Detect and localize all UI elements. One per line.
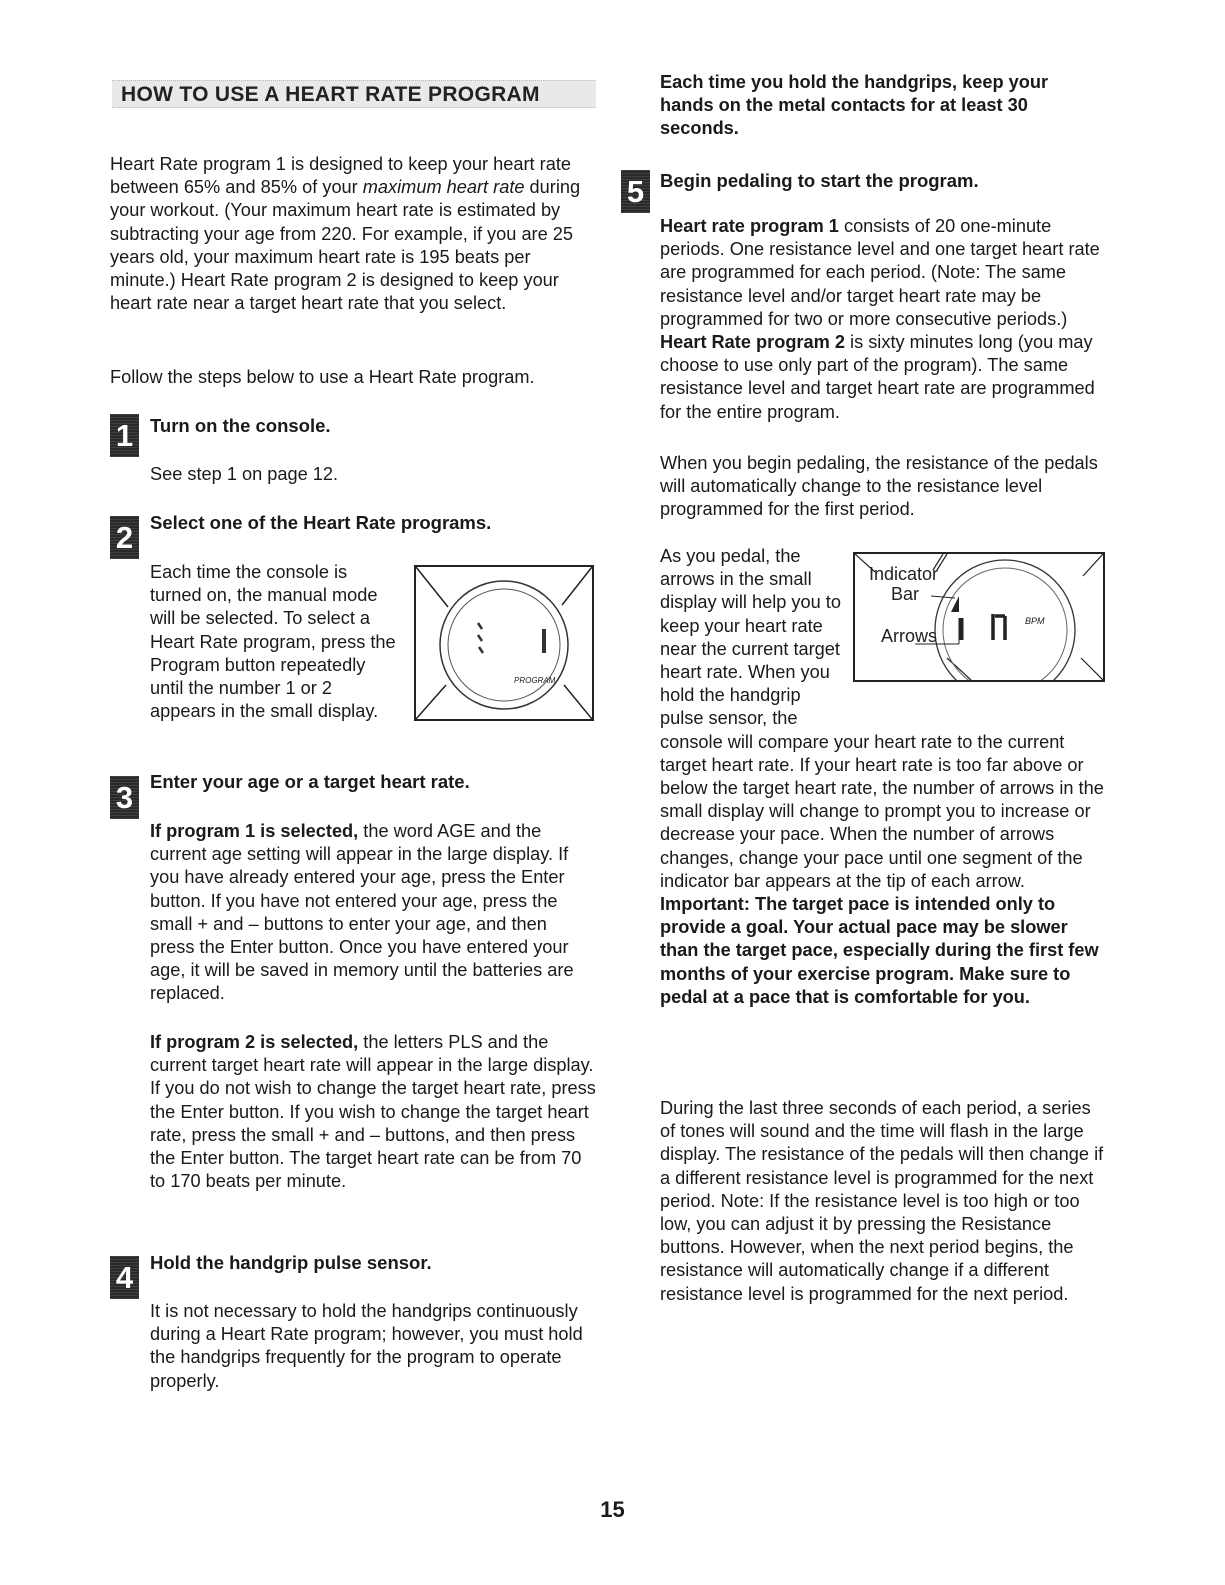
- step-number-1: 1: [110, 414, 139, 457]
- step-title-1: Turn on the console.: [150, 415, 331, 436]
- step-body-2: Each time the console is turned on, the manual mode will be selected. To select a Heart Rate program, press the Program button repeatedly until the number 1 or 2 appears in the small display.: [150, 562, 396, 722]
- arrows-label: Arrows: [881, 626, 938, 646]
- console-dial-illustration: [416, 567, 592, 719]
- intro-followup: Follow the steps below to use a Heart Rate program.: [110, 367, 535, 387]
- step-number-4: 4: [110, 1256, 139, 1299]
- bpm-label: BPM: [1025, 616, 1045, 626]
- intro-paragraph: Heart Rate program 1 is designed to keep your heart rate between 65% and 85% of your maximum heart rate during your workout. (Your maximum heart rate is estimated by subtracting your age from 220. For example, if you are 25 years old, your maximum heart rate is 195 beats per minute.) Heart Rate program 2 is designed to keep your heart rate near a target heart rate that you select.: [110, 154, 581, 314]
- step-5-paragraph-2: When you begin pedaling, the resistance of the pedals will automatically change to the resistance level programmed for the first period.: [660, 453, 1098, 520]
- step-body-1: See step 1 on page 12.: [150, 464, 339, 484]
- indicator-label: Indicator: [869, 564, 939, 584]
- step-3-paragraph-2: If program 2 is selected, the letters PLS and the current target heart rate will appear in the large display. If you do not wish to change the target heart rate, press the Enter button. If you wish to change the target heart rate, press the small + and – buttons, and then press the Enter button. The target heart rate can be from 70 to 170 beats per minute.: [150, 1032, 596, 1192]
- page-number: 15: [600, 1497, 625, 1522]
- step-title-4: Hold the handgrip pulse sensor.: [150, 1252, 432, 1273]
- step-number-2: 2: [110, 516, 139, 559]
- step-5-paragraph-4: During the last three seconds of each period, a series of tones will sound and the time will flash in the large display. The resistance of the pedals will then change if a different resistance level is programmed for the next period. Note: If the resistance level is too high or too low, you can adjust it by pressing the Resistance buttons. However, when the next period begins, the resistance will automatically change if a different resistance level is programmed for the next period.: [660, 1098, 1104, 1304]
- program-button-label: PROGRAM: [514, 676, 556, 685]
- program-button-figure: [414, 565, 594, 721]
- step-title-5: Begin pedaling to start the program.: [660, 170, 979, 191]
- step-3-paragraph-1: If program 1 is selected, the word AGE and the current age setting will appear in the large display. If you have already entered your age, press the Enter button. If you have not entered your age, press the small + and – buttons to enter your age, and then press the Enter button. Once you have entered your age, it will be saved in memory until the batteries are replaced.: [150, 821, 574, 1004]
- step-title-3: Enter your age or a target heart rate.: [150, 771, 470, 792]
- step-number-3: 3: [110, 776, 139, 819]
- section-heading: HOW TO USE A HEART RATE PROGRAM: [112, 80, 596, 108]
- step-5-paragraph-1: Heart rate program 1 consists of 20 one-minute periods. One resistance level and one target heart rate are programmed for each period. (Note: The same resistance level and/or target heart rate may be programmed for two or more consecutive periods.) Heart Rate program 2 is sixty minutes long (you may choose to use only part of the program). The same resistance level and target heart rate are programmed for the entire program.: [660, 216, 1100, 422]
- step-body-4: It is not necessary to hold the handgrips continuously during a Heart Rate program; however, you must hold the handgrips frequently for the program to operate properly.: [150, 1301, 583, 1391]
- bar-label: Bar: [891, 584, 920, 604]
- step-number-5: 5: [621, 170, 650, 213]
- step-title-2: Select one of the Heart Rate programs.: [150, 512, 492, 533]
- step-4-bold-continuation: Each time you hold the handgrips, keep your hands on the metal contacts for at least 30 seconds.: [660, 72, 1049, 139]
- step-5-paragraph-3: As you pedal, the arrows in the small display will help you to keep your heart rate near the current target heart rate. When you hold the handgrip pulse sensor, the console will compare your heart rate to the current target heart rate. If your heart rate is too far above or below the target heart rate, the number of arrows in the small display will change to prompt you to increase or decrease your pace. When the number of arrows changes, change your pace until one segment of the indicator bar appears at the tip of each arrow. Important: The target pace is intended only to provide a goal. Your actual pace may be slower than the target pace, especially during the first few months of your exercise program. Make sure to pedal at a pace that is comfortable for you.: [660, 546, 1104, 1007]
